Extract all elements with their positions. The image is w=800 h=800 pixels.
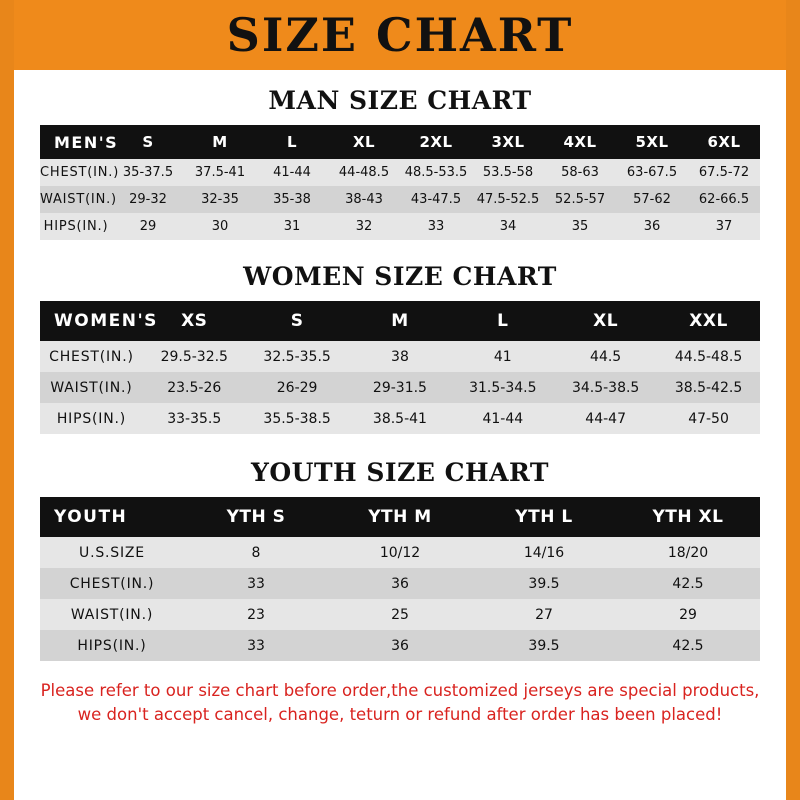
table-cell: 35 bbox=[571, 219, 589, 234]
header-cell: YTH S bbox=[226, 507, 286, 527]
table-header-row bbox=[40, 497, 760, 537]
table-cell: 38.5-42.5 bbox=[674, 379, 743, 396]
row-label: U.S.SIZE bbox=[79, 544, 145, 561]
table-row bbox=[40, 630, 760, 661]
youth-size-table bbox=[40, 497, 760, 661]
header-cell: S bbox=[142, 133, 154, 151]
table-cell: 35.5-38.5 bbox=[263, 410, 331, 427]
row-label: WAIST(IN.) bbox=[50, 379, 133, 396]
header-cell: WOMEN'S bbox=[54, 311, 158, 331]
header-cell: XL bbox=[352, 133, 376, 151]
table-cell: 32 bbox=[355, 219, 373, 234]
row-label: CHEST(IN.) bbox=[69, 575, 155, 592]
header-cell: 3XL bbox=[491, 133, 525, 151]
table-cell: 63-67.5 bbox=[626, 165, 678, 180]
table-row bbox=[40, 186, 760, 213]
table-cell: 47-50 bbox=[688, 410, 729, 427]
row-label: WAIST(IN.) bbox=[40, 192, 117, 207]
table-cell: 33 bbox=[247, 637, 265, 654]
table-cell: 41 bbox=[493, 348, 512, 365]
table-cell: 42.5 bbox=[672, 575, 704, 592]
table-cell: 36 bbox=[643, 219, 661, 234]
table-cell: 36 bbox=[391, 637, 409, 654]
table-row bbox=[40, 599, 760, 630]
table-cell: 14/16 bbox=[523, 544, 565, 561]
table-cell: 29 bbox=[679, 606, 697, 623]
row-label: HIPS(IN.) bbox=[77, 637, 147, 654]
table-cell: 38-43 bbox=[345, 192, 383, 207]
table-cell: 39.5 bbox=[528, 575, 560, 592]
table-cell: 41-44 bbox=[273, 165, 311, 180]
table-cell: 53.5-58 bbox=[482, 165, 534, 180]
table-cell: 48.5-53.5 bbox=[404, 165, 468, 180]
women-section-title: WOMEN SIZE CHART bbox=[243, 262, 557, 291]
table-cell: 23.5-26 bbox=[167, 379, 222, 396]
table-cell: 43-47.5 bbox=[410, 192, 462, 207]
header-cell: L bbox=[497, 311, 509, 331]
table-cell: 44-48.5 bbox=[338, 165, 390, 180]
table-cell: 35-38 bbox=[273, 192, 311, 207]
header-cell: YTH XL bbox=[652, 507, 724, 527]
table-cell: 44.5-48.5 bbox=[674, 348, 743, 365]
table-cell: 29-31.5 bbox=[372, 379, 427, 396]
table-cell: 47.5-52.5 bbox=[476, 192, 540, 207]
header-cell: YTH L bbox=[515, 507, 573, 527]
table-cell: 44.5 bbox=[590, 348, 622, 365]
table-row bbox=[40, 213, 760, 240]
row-label: WAIST(IN.) bbox=[70, 606, 154, 623]
table-cell: 34.5-38.5 bbox=[571, 379, 640, 396]
table-cell: 8 bbox=[251, 544, 261, 561]
table-row bbox=[40, 568, 760, 599]
table-row bbox=[40, 372, 760, 403]
header-cell: M bbox=[391, 311, 409, 331]
footer-note-line-1: Please refer to our size chart before order,the customized jerseys are special products, bbox=[40, 681, 760, 700]
table-cell: 33 bbox=[427, 219, 445, 234]
header-cell: XS bbox=[181, 311, 208, 331]
content bbox=[14, 86, 786, 727]
header-cell: 4XL bbox=[563, 133, 597, 151]
table-cell: 32-35 bbox=[201, 192, 239, 207]
table-cell: 67.5-72 bbox=[698, 165, 750, 180]
table-cell: 52.5-57 bbox=[554, 192, 606, 207]
table-cell: 10/12 bbox=[379, 544, 421, 561]
man-section-title: MAN SIZE CHART bbox=[268, 86, 532, 115]
table-cell: 29 bbox=[139, 219, 157, 234]
table-cell: 23 bbox=[247, 606, 265, 623]
table-row bbox=[40, 537, 760, 568]
table-row bbox=[40, 159, 760, 186]
table-cell: 29.5-32.5 bbox=[160, 348, 228, 365]
header-cell: S bbox=[290, 311, 304, 331]
table-header-row bbox=[40, 125, 760, 159]
table-cell: 58-63 bbox=[561, 165, 599, 180]
table-cell: 29-32 bbox=[129, 192, 167, 207]
header-cell: MEN'S bbox=[54, 132, 119, 152]
row-label: CHEST(IN.) bbox=[40, 165, 120, 180]
women-size-table bbox=[40, 301, 760, 434]
header-cell: 2XL bbox=[419, 133, 453, 151]
header-cell: YOUTH bbox=[54, 507, 128, 527]
table-cell: 44-47 bbox=[585, 410, 626, 427]
table-cell: 25 bbox=[391, 606, 409, 623]
table-cell: 31.5-34.5 bbox=[469, 379, 537, 396]
header-cell: M bbox=[212, 133, 228, 151]
table-cell: 38 bbox=[391, 348, 409, 365]
table-header-row bbox=[40, 301, 760, 341]
table-cell: 32.5-35.5 bbox=[263, 348, 331, 365]
header-cell: XL bbox=[593, 311, 619, 331]
table-cell: 37.5-41 bbox=[194, 165, 246, 180]
banner bbox=[14, 0, 786, 70]
youth-section-title: YOUTH SIZE CHART bbox=[251, 458, 549, 487]
table-cell: 34 bbox=[499, 219, 517, 234]
header-cell: L bbox=[286, 133, 298, 151]
header-cell: YTH M bbox=[368, 507, 432, 527]
table-cell: 57-62 bbox=[633, 192, 671, 207]
table-row bbox=[40, 403, 760, 434]
table-cell: 33-35.5 bbox=[167, 410, 222, 427]
table-cell: 37 bbox=[715, 219, 733, 234]
header-cell: XXL bbox=[689, 311, 728, 331]
table-cell: 41-44 bbox=[482, 410, 524, 427]
man-size-table bbox=[40, 125, 760, 240]
table-cell: 39.5 bbox=[528, 637, 560, 654]
header-cell: 5XL bbox=[635, 133, 669, 151]
row-label: HIPS(IN.) bbox=[43, 219, 109, 234]
table-row bbox=[40, 341, 760, 372]
table-cell: 27 bbox=[535, 606, 553, 623]
header-cell: 6XL bbox=[707, 133, 741, 151]
table-cell: 30 bbox=[211, 219, 229, 234]
page-title: SIZE CHART bbox=[226, 8, 574, 62]
table-cell: 33 bbox=[247, 575, 265, 592]
table-cell: 38.5-41 bbox=[372, 410, 427, 427]
table-cell: 42.5 bbox=[672, 637, 704, 654]
table-cell: 26-29 bbox=[276, 379, 318, 396]
table-cell: 35-37.5 bbox=[122, 165, 174, 180]
footer-note-line-2: we don't accept cancel, change, teturn or refund after order has been placed! bbox=[77, 704, 723, 724]
table-cell: 31 bbox=[283, 219, 301, 234]
table-cell: 36 bbox=[391, 575, 409, 592]
table-cell: 18/20 bbox=[667, 544, 709, 561]
table-cell: 62-66.5 bbox=[698, 192, 750, 207]
footer-note bbox=[40, 679, 760, 727]
row-label: HIPS(IN.) bbox=[56, 410, 126, 427]
row-label: CHEST(IN.) bbox=[49, 348, 134, 365]
